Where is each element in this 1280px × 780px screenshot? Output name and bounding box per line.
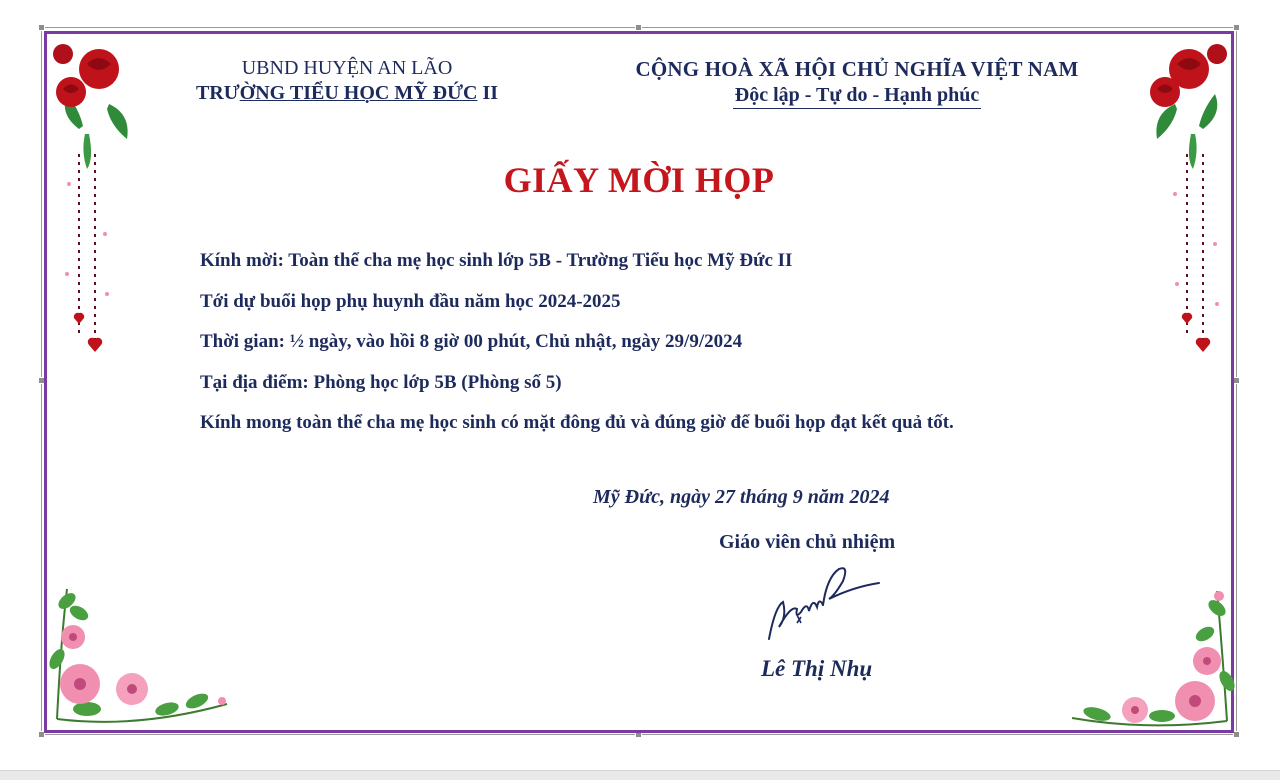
pink-flower-corner-icon: [1067, 586, 1237, 731]
invitation-card: [44, 31, 1234, 733]
document-title: GIẤY MỜI HỌP: [503, 160, 775, 200]
motto: Độc lập - Tự do - Hạnh phúc: [733, 82, 981, 109]
invitee-line: Kính mời: Toàn thể cha mẹ học sinh lớp 5B - Trường Tiểu học Mỹ Đức II: [200, 250, 793, 271]
resize-handle-right[interactable]: [1233, 377, 1240, 384]
school-name: TRƯỜNG TIỂU HỌC MỸ ĐỨC II: [195, 82, 499, 104]
pink-flower-corner-icon: [47, 579, 232, 729]
resize-handle-top[interactable]: [635, 24, 642, 31]
resize-handle-bottom-right[interactable]: [1233, 731, 1240, 738]
date-place-line: Mỹ Đức, ngày 27 tháng 9 năm 2024: [593, 486, 890, 508]
country-name: CỘNG HOÀ XÃ HỘI CHỦ NGHĨA VIỆT NAM: [635, 57, 1079, 81]
time-line: Thời gian: ½ ngày, vào hồi 8 giờ 00 phút, Chủ nhật, ngày 29/9/2024: [200, 331, 743, 352]
issuer-block: [177, 56, 517, 106]
signer-name: Lê Thị Nhụ: [761, 656, 873, 681]
resize-handle-top-left[interactable]: [38, 24, 45, 31]
district-name: UBND HUYỆN AN LÃO: [241, 57, 453, 79]
resize-handle-top-right[interactable]: [1233, 24, 1240, 31]
signer-role: Giáo viên chủ nhiệm: [719, 531, 896, 553]
invitation-body: [200, 241, 1120, 443]
location-line: Tại địa điểm: Phòng học lớp 5B (Phòng số 5): [200, 371, 562, 393]
request-line: Kính mong toàn thể cha mẹ học sinh có mặt đông đủ và đúng giờ để buổi họp đạt kết quả tốt.: [200, 412, 954, 433]
purpose-line: Tới dự buổi họp phụ huynh đầu năm học 2024-2025: [200, 290, 621, 312]
national-motto-block: [587, 56, 1127, 109]
handwritten-signature: [757, 557, 887, 647]
